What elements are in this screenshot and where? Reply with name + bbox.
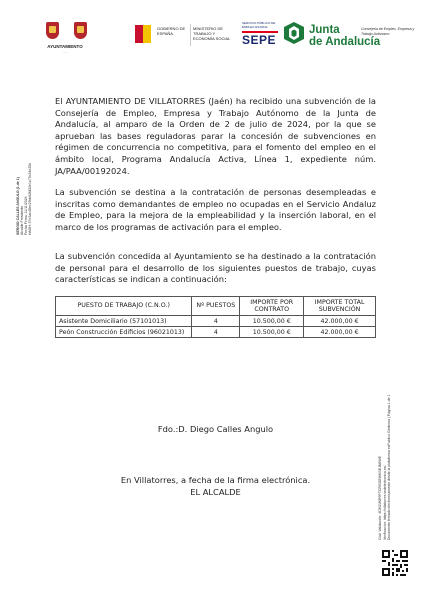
sepe-logo: SEPE (242, 33, 277, 47)
paragraph-subsidy: El AYUNTAMIENTO DE VILLATORRES (Jaén) ha recibido una subvención de la Consejería de Empleo, Empresa y Trabajo Autónomo de la Junta de Andalucía, al amparo de la Orden de 2 de julio de 2024, por la que se aprueban las bases reguladoras parar la concesión de subvenciones en régimen de concurrencia no competitiva, para el fomento del empleo en el ámbito local, Programa Andalucía Activa, Línea 1, expediente núm. JA/PAA/00192024. (55, 96, 376, 176)
column-header: IMPORTE TOTAL SUBVENCIÓN (304, 297, 376, 316)
table-cell: 4 (192, 327, 240, 338)
table-header-row (56, 297, 376, 316)
junta-andalucia-icon (283, 21, 305, 45)
junta-andalucia-title: Junta de Andalucía (309, 24, 381, 48)
table-cell: 42.000,00 € (304, 327, 376, 338)
ministerio-text: MINISTERIO DE TRABAJO Y ECONOMÍA SOCIAL (193, 26, 231, 41)
sepe-caption: SERVICIO PÚBLICO DE EMPLEO ESTATAL (242, 21, 276, 29)
table-cell: 10.500,00 € (240, 316, 304, 327)
validation-stamp-right: Cód. Validación: 4CMZJNR9PTCRGGEWKSEJN6WE Verificación: https://villatorres.sedelectronica.es/ Documento firmado electrónicamente desde la plataforma esPublico Gestiona | Página 1 de 1 (378, 394, 391, 540)
table-row (56, 316, 376, 327)
signer-name: Fdo.:D. Diego Calles Angulo (157, 424, 274, 434)
place-date-line: En Villatorres, a fecha de la firma electrónica. (120, 475, 311, 485)
ayuntamiento-shield-icon (46, 22, 59, 39)
signature-stamp-left: SERGIO CALLES ANGULO (1 de 1) Alcalde Presidente Fecha Firma: 11/11/2024 HASH: 57e3ac48ec29dc62fd32e1e75c34e25b (16, 162, 32, 235)
table-cell: 4 (192, 316, 240, 327)
paragraph-purpose: La subvención se destina a la contratación de personas desempleadas e inscritas como demandantes de empleo no ocupadas en el Servicio Andaluz de Empleo, para la mejora de la empleabilidad y la inserción laboral, en el marco de los programas de activación para el empleo. (55, 187, 376, 232)
signer-role: EL ALCALDE (190, 487, 241, 497)
ayuntamiento-label: AYUNTAMIENTO (47, 44, 83, 49)
gobierno-text: GOBIERNO DE ESPAÑA (157, 26, 186, 36)
table-cell: 10.500,00 € (240, 327, 304, 338)
consejeria-label: Consejería de Empleo, Empresa y Trabajo Autónomo (361, 27, 415, 36)
gobierno-espana-logo (133, 22, 229, 48)
column-header: Nº PUESTOS (192, 297, 240, 316)
spain-coat-of-arms-icon (133, 22, 153, 48)
ayuntamiento-sub: ····· (62, 50, 68, 54)
table-cell: 42.000,00 € (304, 316, 376, 327)
table-cell: Peón Construcción Edificios (96021013) (56, 327, 192, 338)
table-cell: Asistente Domiciliario (57101013) (56, 316, 192, 327)
qr-code-icon (382, 550, 408, 576)
ayuntamiento-shield-icon (74, 22, 87, 39)
positions-table (55, 296, 376, 338)
column-header: IMPORTE POR CONTRATO (240, 297, 304, 316)
table-row (56, 327, 376, 338)
column-header: PUESTO DE TRABAJO (C.N.O.) (56, 297, 192, 316)
paragraph-positions-intro: La subvención concedida al Ayuntamiento se ha destinado a la contratación de personal para el desarrollo de los siguientes puestos de trabajo, cuyas características se indican a continuación: (55, 251, 376, 285)
